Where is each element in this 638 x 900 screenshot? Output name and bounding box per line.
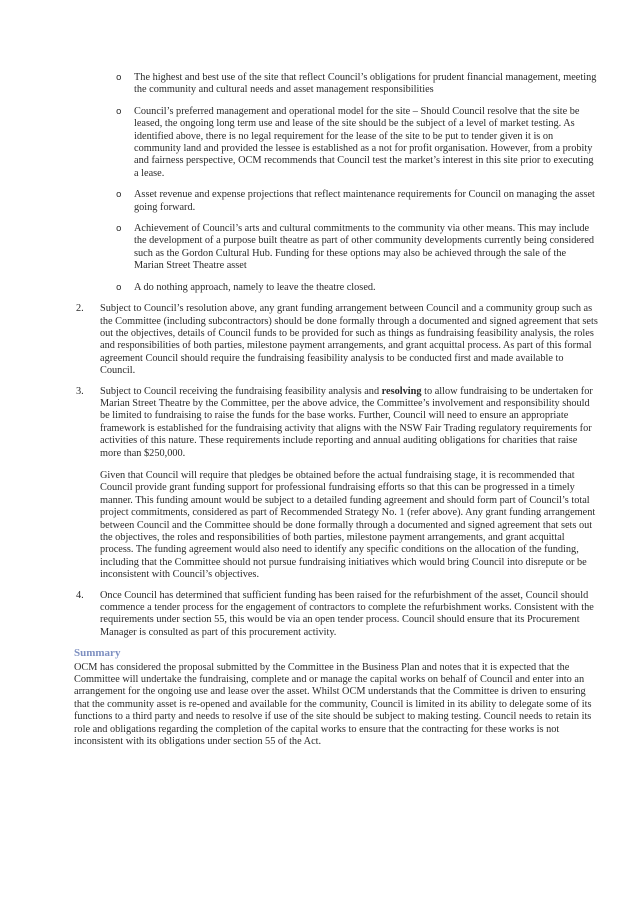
sub-bullet-marker: o: [116, 224, 122, 235]
numbered-item-4: [74, 590, 598, 640]
sub-bullet-text: Asset revenue and expense projections that reflect maintenance requirements for Council on managing the asset going forward.: [134, 189, 595, 213]
numbered-list: [74, 303, 598, 639]
sub-bullet-marker: o: [116, 106, 122, 117]
item-3-text-before: Subject to Council receiving the fundraising feasibility analysis and: [100, 385, 382, 397]
sub-bullet-marker: o: [116, 190, 122, 201]
sub-bullet-item: [74, 223, 598, 273]
sub-bullet-item: [74, 106, 598, 180]
item-number: 4.: [76, 589, 84, 601]
item-2-text: Subject to Council’s resolution above, any grant funding arrangement between Council and a community group such as the Committee (including subcontractors) should be done formally through a documented and signed agreement that sets out the objectives, details of Council funds to be provided for such as things as fundraising feasibility analysis, the roles and responsibilities of both parties, milestone payment arrangements, and grant acquittal process. As part of this formal agreement Council should require the fundraising feasibility analysis to be conducted first and made available to Council.: [100, 303, 598, 377]
item-number: 3.: [76, 385, 84, 397]
numbered-item-2: [74, 303, 598, 377]
item-3-paragraph-2: Given that Council will require that pledges be obtained before the actual fundraising stage, it is recommended that Council provide grant funding support for professional fundraising efforts so that this can be progressed in a timely manner. This funding amount would be subject to a detailed funding agreement and should form part of Council’s total project commitments, considered as part of Recommended Strategy No. 1 (refer above). Any grant funding arrangement between Council and the Committee should be done formally through a documented and signed agreement that sets out the objectives, the roles and responsibilities of both parties, milestone payment arrangements, and grant acquittal process. The funding agreement would also need to identify any specific conditions on the allocation of the funding, including that the Committee should not pursue fundraising initiatives which would bring Council into disrepute or be inconsistent with Council’s objectives.: [100, 469, 596, 581]
sub-bullet-marker: o: [116, 282, 122, 293]
sub-bullet-list: [74, 72, 598, 294]
item-3-text: [100, 386, 598, 460]
item-3-bold-word: resolving: [381, 385, 422, 397]
item-4-text: Once Council has determined that sufficient funding has been raised for the refurbishment of the asset, Council should commence a tender process for the engagement of contractors to complete the refurbishment works. Consistent with the requirements under section 55, this would be via an open tender process. Council should ensure that its Procurement Manager is consulted as part of this procurement activity.: [100, 589, 594, 638]
sub-bullet-text: A do nothing approach, namely to leave the theatre closed.: [134, 281, 376, 293]
sub-bullet-item: [74, 72, 598, 97]
sub-bullet-text: The highest and best use of the site that reflect Council’s obligations for prudent financial management, meeting the community and cultural needs and asset management responsibilities: [134, 72, 597, 96]
item-number: 2.: [76, 303, 84, 315]
sub-bullet-text: Achievement of Council’s arts and cultural commitments to the community via other means. This may include the development of a purpose built theatre as part of other community developments currently being considered such as the Gordon Cultural Hub. Funding for these options may also be achieved through the sale of the Marian Street Theatre asset: [134, 223, 595, 272]
item-3-text-after: to allow fundraising to be undertaken for Marian Street Theatre by the Committee, per the above advice, the Committee’s involvement and responsibility should be limited to fundraising to raise the funds for the base works. Further, Council will need to ensure an appropriate framework is established for the fundraising activity that aligns with the NSW Fair Trading regulatory requirements for activities of this nature. These requirements include reporting and annual auditing obligations for charities that raise more than $250,000.: [100, 385, 593, 459]
sub-bullet-text: Council’s preferred management and operational model for the site – Should Council resolve that the site be leased, the ongoing long term use and lease of the site should be the subject of a level of market testing. As identified above, there is no legal requirement for the lease of the site to be put to tender given it is on community land and provided the lessee is established as a not for profit organisation. However, from a probity and fairness perspective, OCM recommends that Council test the market’s interest in this site prior to executing a lease.: [134, 105, 594, 179]
numbered-item-3: [74, 386, 598, 582]
summary-heading: Summary: [74, 647, 121, 660]
summary-text: OCM has considered the proposal submitted by the Committee in the Business Plan and notes that it is expected that the Committee will undertake the fundraising, complete and or manage the capital works on behalf of Council and enter into an arrangement for the ongoing use and lease over the asset. Whilst OCM understands that the Committee is driven to ensuring that the community asset is re-opened and available for the community, Council is limited in its ability to delegate some of its functions to a third party and needs to resolve if use of the site should be subject to making testing. Council needs to retain its role and obligations regarding the completion of the capital works to ensure that the contracting for these works is not inconsistent with its obligations under section 55 of the Act.: [74, 661, 592, 748]
sub-bullet-marker: o: [116, 73, 122, 83]
sub-bullet-item: [74, 282, 598, 294]
sub-bullet-item: [74, 189, 598, 214]
